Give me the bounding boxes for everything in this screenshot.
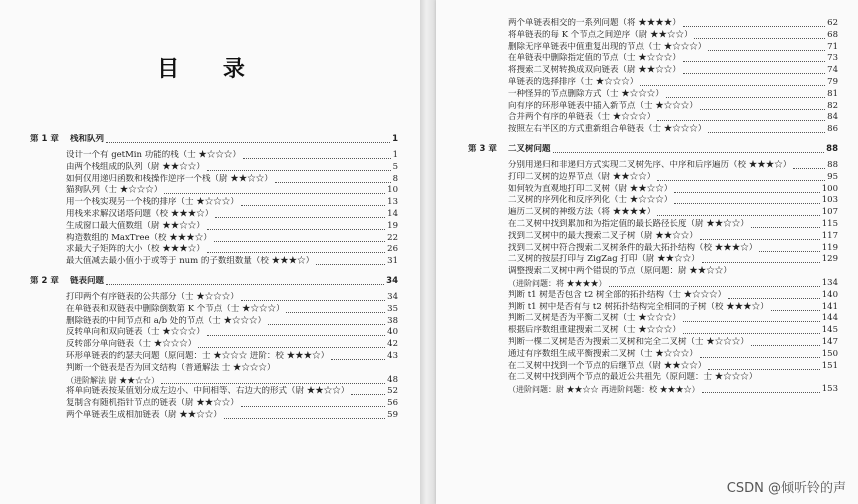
dot-leader (683, 26, 825, 27)
dot-leader (609, 286, 820, 287)
page-number: 31 (387, 256, 398, 267)
dot-leader (751, 227, 820, 228)
entry-title: 通过有序数组生成平衡搜索二叉树（士 ★☆☆☆） (508, 348, 698, 359)
dot-leader (241, 300, 385, 301)
page-number: 73 (827, 53, 838, 64)
toc-entry (508, 124, 838, 135)
page-number: 129 (821, 254, 838, 265)
toc-entry (66, 316, 398, 327)
left-page (0, 0, 420, 504)
toc-entry (66, 197, 398, 208)
page-number: 35 (387, 303, 398, 314)
dot-leader (751, 345, 820, 346)
entry-title: 合并两个有序的单链表（士 ★☆☆☆） (508, 112, 656, 123)
entry-title: 找到二叉树中符合搜索二叉树条件的最大拓扑结构（校 ★★★☆） (508, 242, 758, 253)
toc-entry (508, 30, 838, 41)
toc-entry (508, 325, 838, 336)
page-number: 144 (821, 313, 838, 324)
toc-entry (508, 160, 838, 171)
dot-leader (683, 333, 820, 334)
toc-entry (508, 18, 838, 29)
toc-entry (508, 302, 838, 313)
entry-title: 生成窗口最大值数组（尉 ★★☆☆） (66, 220, 205, 231)
chapter-number: 第 3 章 (468, 144, 497, 154)
dot-leader (286, 312, 385, 313)
page-number: 14 (387, 209, 398, 219)
page-number: 141 (821, 301, 838, 312)
toc-entry (508, 384, 838, 395)
entry-title: 找到二叉树中的最大搜索二叉子树（尉 ★★☆☆） (508, 230, 698, 241)
toc-entry (508, 372, 838, 383)
page-number: 56 (387, 398, 398, 409)
entry-title: 求最大子矩阵的大小（校 ★★★☆） (66, 244, 205, 255)
entry-title: 如何仅用递归函数和栈操作逆序一个栈（尉 ★★☆☆） (66, 173, 273, 184)
toc-entry (508, 349, 838, 360)
entry-title: 在二叉树中找到两个节点的最近公共祖先（原问题：士 ★☆☆☆） (508, 372, 758, 383)
page-number: 88 (826, 144, 838, 154)
dot-leader (106, 142, 390, 143)
dot-leader (694, 38, 825, 39)
page-number: 1 (392, 150, 398, 160)
dot-leader (331, 359, 385, 360)
page-number: 151 (821, 360, 838, 371)
entry-title: 分别用递归和非递归方式实现二叉树先序、中序和后序遍历（校 ★★★☆） (508, 160, 792, 170)
toc-entry (66, 233, 398, 244)
entry-title: 用栈来求解汉诺塔问题（校 ★★★☆） (66, 209, 214, 219)
page-number: 140 (821, 289, 838, 300)
page-number: 147 (821, 337, 838, 347)
entry-title: （进阶解法 尉 ★★☆☆） (66, 375, 160, 385)
toc-entry (508, 313, 838, 324)
toc-entry (66, 363, 398, 374)
entry-title: 反转单向和双向链表（士 ★☆☆☆） (66, 327, 205, 338)
toc-entry (508, 361, 838, 372)
entry-title: 根据后序数组重建搜索二叉树（士 ★☆☆☆） (508, 325, 681, 336)
chapter-heading (30, 276, 398, 287)
entry-title: 一种怪异的节点删除方式（士 ★☆☆☆） (508, 88, 664, 99)
page-number: 8 (392, 173, 398, 184)
dot-leader (657, 180, 825, 181)
dot-leader (640, 85, 825, 86)
page-number: 71 (827, 41, 838, 52)
book-gutter (420, 0, 436, 504)
toc-entry (66, 339, 398, 350)
dot-leader (275, 182, 391, 183)
toc-entry (508, 101, 838, 112)
entry-title: 打印两个有序链表的公共部分（士 ★☆☆☆） (66, 292, 239, 302)
entry-title: 二叉树的序列化和反序列化（士 ★☆☆☆） (508, 195, 673, 206)
page-number: 13 (387, 197, 398, 208)
page-number: 22 (387, 232, 398, 243)
toc-entry (508, 243, 838, 254)
toc-entry (66, 162, 398, 173)
dot-leader (708, 132, 825, 133)
watermark: CSDN @倾听铃的声 (726, 481, 846, 496)
entry-title: 判断 t1 树是否包含 t2 树全部的拓扑结构（士 ★☆☆☆） (508, 289, 727, 300)
dot-leader (759, 251, 820, 252)
chapter-heading (468, 144, 838, 155)
entry-title: 打印二叉树的边界节点（尉 ★★☆☆） (508, 171, 656, 182)
toc-entry (508, 172, 838, 183)
entry-title: 判断一个链表是否为回文结构（普通解法 士 ★☆☆☆） (66, 362, 276, 373)
dot-leader (214, 241, 385, 242)
page-number: 88 (827, 160, 838, 170)
toc-entry (66, 209, 398, 220)
entry-title: 将单链表的每 K 个节点之间逆序（尉 ★★☆☆） (508, 29, 693, 40)
page-number: 86 (827, 124, 838, 135)
chapter-title: 二叉树问题 (508, 144, 551, 154)
toc-entry (66, 386, 398, 397)
toc-entry (508, 53, 838, 64)
entry-title: 遍历二叉树的神级方法（将 ★★★★） (508, 207, 656, 218)
page-number: 107 (821, 207, 838, 218)
dot-leader (198, 347, 385, 348)
dot-leader (702, 392, 820, 393)
page-number: 59 (387, 410, 398, 420)
dot-leader (793, 168, 825, 169)
entry-title: 判断二叉树是否为平衡二叉树（士 ★☆☆☆） (508, 313, 681, 324)
toc-entry (508, 278, 838, 289)
entry-title: 用一个栈实现另一个栈的排序（士 ★☆☆☆） (66, 197, 239, 208)
right-page (436, 0, 858, 504)
dot-leader (674, 192, 820, 193)
page-number: 81 (827, 88, 838, 99)
page-number: 150 (821, 348, 838, 359)
dot-leader (708, 50, 825, 51)
page-number: 117 (821, 230, 838, 241)
entry-title: 复制含有随机指针节点的链表（尉 ★★☆☆） (66, 398, 239, 409)
page-number: 34 (387, 292, 398, 302)
page-number: 52 (387, 386, 398, 397)
toc-entry (508, 112, 838, 123)
entry-title: 将搜索二叉树转换成双向链表（尉 ★★☆☆） (508, 65, 681, 76)
dot-leader (683, 61, 825, 62)
toc-entry (508, 337, 838, 348)
dot-leader (207, 170, 391, 171)
entry-title: 环形单链表的约瑟夫问题（原问题：士 ★☆☆☆ 进阶：校 ★★★☆） (66, 351, 330, 361)
toc-entry (66, 410, 398, 421)
entry-title: 调整搜索二叉树中两个错误的节点（原问题：尉 ★★☆☆） (508, 266, 732, 277)
dot-leader (215, 217, 385, 218)
toc-entry (508, 77, 838, 88)
dot-leader (657, 215, 820, 216)
toc-entry (508, 207, 838, 218)
toc-entry (66, 150, 398, 161)
page-number: 82 (827, 100, 838, 111)
entry-title: （进阶问题：将 ★★★★） (508, 279, 607, 288)
toc-entry (508, 266, 838, 277)
dot-leader (243, 158, 391, 159)
entry-title: 构造数组的 MaxTree（校 ★★★☆） (66, 232, 212, 243)
page-number: 40 (387, 327, 398, 338)
entry-title: 按照左右半区的方式重新组合单链表（士 ★☆☆☆） (508, 124, 707, 135)
page-number: 19 (387, 220, 398, 231)
page-number: 38 (387, 315, 398, 326)
toc-entry (66, 351, 398, 362)
page-number: 84 (827, 112, 838, 123)
page-number: 153 (821, 384, 838, 395)
toc-entry (66, 174, 398, 185)
dot-leader (700, 357, 820, 358)
entry-title: 设计一个有 getMin 功能的栈（士 ★☆☆☆） (66, 150, 241, 160)
dot-leader (241, 205, 385, 206)
dot-leader (224, 418, 385, 419)
page-number: 1 (392, 134, 398, 144)
entry-title: 两个单链表相交的一系列问题（将 ★★★★） (508, 18, 681, 28)
toc-entry (508, 65, 838, 76)
page-number: 26 (387, 244, 398, 255)
page-number: 115 (821, 219, 838, 229)
chapter-number: 第 1 章 (30, 134, 59, 144)
chapter-number: 第 2 章 (30, 276, 59, 286)
entry-title: 将单向链表按某值划分成左边小、中间相等、右边大的形式（尉 ★★☆☆） (66, 386, 350, 397)
dot-leader (351, 394, 385, 395)
entry-title: 向有序的环形单链表中插入新节点（士 ★☆☆☆） (508, 100, 698, 111)
entry-title: 由两个栈组成的队列（尉 ★★☆☆） (66, 161, 205, 172)
entry-title: 删除链表的中间节点和 a/b 处的节点（士 ★☆☆☆） (66, 315, 266, 326)
page-number: 34 (386, 276, 398, 286)
page-number: 74 (827, 65, 838, 76)
toc-entry (508, 195, 838, 206)
dot-leader (207, 252, 385, 253)
entry-title: 在二叉树中找到一个节点的后继节点（尉 ★★☆☆） (508, 360, 707, 371)
dot-leader (666, 97, 825, 98)
page-number: 79 (827, 77, 838, 87)
page-number: 68 (827, 29, 838, 40)
dot-leader (674, 203, 820, 204)
entry-title: 判断 t1 树中是否有与 t2 树拓扑结构完全相同的子树（校 ★★★☆） (508, 301, 769, 312)
dot-leader (207, 229, 385, 230)
dot-leader (241, 406, 385, 407)
page-number: 43 (387, 351, 398, 361)
page-number: 48 (387, 374, 398, 385)
toc-entry (508, 290, 838, 301)
toc-entry (66, 398, 398, 409)
toc-entry (66, 256, 398, 267)
toc-entry (508, 42, 838, 53)
page-number: 42 (387, 339, 398, 350)
entry-title: 在单链表中删除指定值的节点（士 ★☆☆☆） (508, 53, 681, 64)
toc-entry (508, 219, 838, 230)
entry-title: 删除无序单链表中值重复出现的节点（士 ★☆☆☆） (508, 41, 707, 52)
toc-entry (66, 185, 398, 196)
entry-title: 在二叉树中找到累加和为指定值的最长路径长度（尉 ★★☆☆） (508, 219, 749, 229)
page-number: 10 (387, 185, 398, 196)
toc-entry (66, 304, 398, 315)
page-number: 5 (392, 161, 398, 172)
entry-title: 在单链表和双链表中删除倒数第 K 个节点（士 ★☆☆☆） (66, 303, 285, 314)
dot-leader (728, 298, 820, 299)
toc-entry (66, 327, 398, 338)
dot-leader (700, 109, 825, 110)
entry-title: 两个单链表生成相加链表（尉 ★★☆☆） (66, 410, 222, 420)
entry-title: 猫狗队列（士 ★☆☆☆） (66, 185, 163, 196)
dot-leader (164, 193, 385, 194)
toc-entry (66, 375, 398, 386)
dot-leader (702, 262, 820, 263)
toc-entry (66, 292, 398, 303)
entry-title: 判断一棵二叉树是否为搜索二叉树和完全二叉树（士 ★☆☆☆） (508, 337, 749, 347)
dot-leader (207, 335, 385, 336)
dot-leader (683, 73, 825, 74)
page-number: 62 (827, 18, 838, 28)
dot-leader (700, 239, 820, 240)
entry-title: 单链表的选择排序（士 ★☆☆☆） (508, 77, 639, 87)
page-number: 95 (827, 171, 838, 182)
dot-leader (657, 120, 825, 121)
toc-entry (508, 231, 838, 242)
dot-leader (106, 284, 384, 285)
page-number: 103 (821, 195, 838, 206)
dot-leader (771, 310, 820, 311)
page-number: 134 (821, 278, 838, 288)
chapter-title: 链表问题 (70, 276, 105, 286)
chapter-heading (30, 134, 398, 145)
dot-leader (553, 152, 825, 153)
toc-entry (66, 244, 398, 255)
chapter-title: 栈和队列 (70, 134, 105, 144)
entry-title: 反转部分单向链表（士 ★☆☆☆） (66, 339, 197, 350)
toc-entry (508, 184, 838, 195)
dot-leader (316, 264, 385, 265)
dot-leader (708, 369, 820, 370)
toc-entry (508, 89, 838, 100)
entry-title: （进阶问题：尉 ★★☆☆ 再进阶问题：校 ★★★☆） (508, 385, 700, 395)
page-number: 100 (821, 183, 838, 194)
entry-title: 最大值减去最小值小于或等于 num 的子数组数量（校 ★★★☆） (66, 256, 315, 267)
dot-leader (161, 383, 385, 384)
toc-entry (508, 254, 838, 265)
toc-entry (66, 221, 398, 232)
dot-leader (683, 321, 820, 322)
entry-title: 如何较为直观地打印二叉树（尉 ★★☆☆） (508, 183, 673, 194)
entry-title: 二叉树的按层打印与 ZigZag 打印（尉 ★★☆☆） (508, 254, 700, 265)
page-number: 145 (821, 325, 838, 336)
toc-title: 目 录 (157, 57, 263, 82)
page-number: 119 (821, 242, 838, 253)
dot-leader (268, 324, 385, 325)
